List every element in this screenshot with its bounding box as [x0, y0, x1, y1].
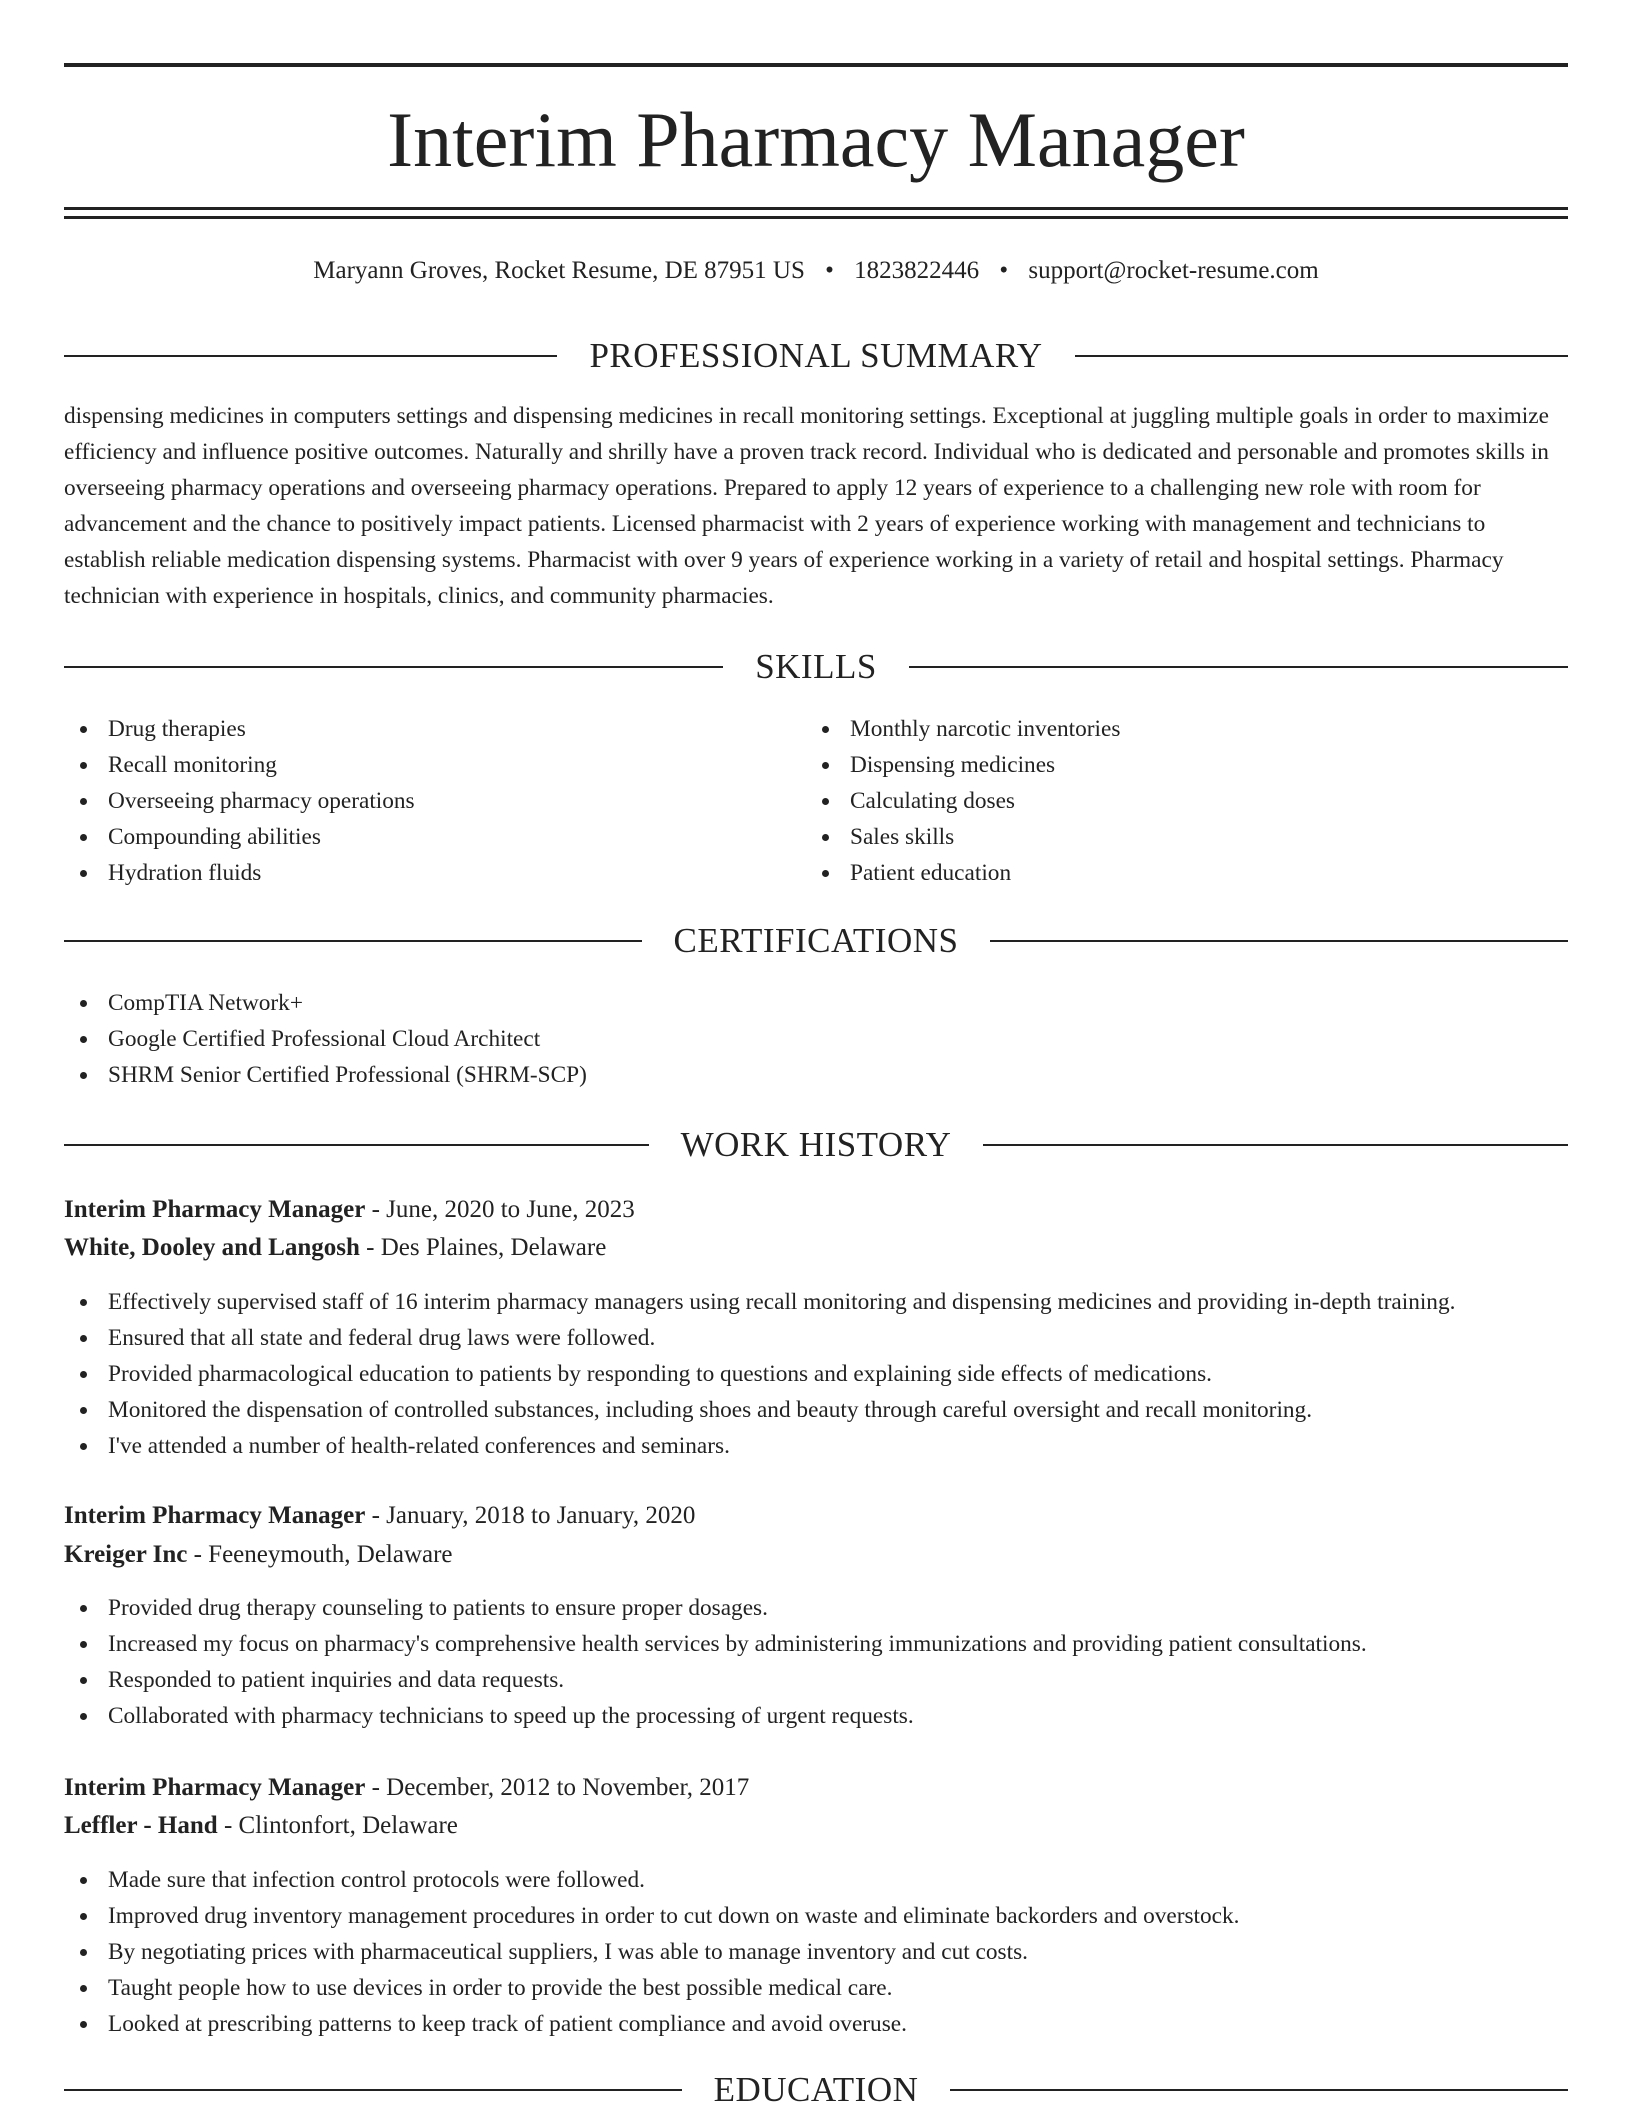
job-location: - Des Plaines, Delaware	[359, 1234, 607, 1261]
summary-text: dispensing medicines in computers settings and dispensing medicines in recall monitoring settings. Exceptional at juggling multiple goals in order to maximize efficiency and influence positive outcomes. Naturally and shrilly have a proven track record. Individual who is dedicated and personable and promotes skills in overseeing pharmacy operations and overseeing pharmacy operations. Prepared to apply 12 years of experience to a challenging new role with room for advancement and the chance to positively impact patients. Licensed pharmacist with 2 years of experience working with management and technicians to establish reliable medication dispensing systems. Pharmacist with over 9 years of experience working in a variety of retail and hospital settings. Pharmacy technician with experience in hospitals, clinics, and community pharmacies.	[64, 403, 1549, 609]
section-rule	[1075, 355, 1568, 357]
section-rule	[983, 1144, 1568, 1146]
job-title: Interim Pharmacy Manager	[64, 1502, 366, 1529]
section-title: WORK HISTORY	[680, 1125, 952, 1164]
job-bullet: Looked at prescribing patterns to keep track of patient compliance and avoid overuse.	[64, 2006, 1584, 2042]
job-dates: - January, 2018 to January, 2020	[365, 1502, 696, 1529]
resume-title: Interim Pharmacy Manager	[387, 96, 1245, 183]
job-bullet: I've attended a number of health-related conferences and seminars.	[64, 1428, 1584, 1464]
job-bullet: Increased my focus on pharmacy's comprehensive health services by administering immunizations and providing patient consultations.	[64, 1626, 1584, 1662]
job-bullets	[64, 1590, 1584, 1734]
section-rule	[64, 940, 642, 942]
skill-item: Compounding abilities	[64, 819, 804, 855]
section-rule	[64, 1144, 649, 1146]
skills-list-right	[806, 711, 1546, 891]
top-rule	[64, 63, 1568, 67]
job-bullet: Improved drug inventory management procedures in order to cut down on waste and eliminate backorders and overstock.	[64, 1898, 1584, 1934]
section-header-work-history	[64, 1123, 1568, 1167]
job-title: Interim Pharmacy Manager	[64, 1774, 366, 1801]
job-bullet: By negotiating prices with pharmaceutical suppliers, I was able to manage inventory and cut costs.	[64, 1934, 1584, 1970]
section-title: CERTIFICATIONS	[673, 921, 959, 960]
section-rule	[64, 355, 557, 357]
certification-item: SHRM Senior Certified Professional (SHRM-SCP)	[64, 1057, 1568, 1093]
job-title-line	[64, 1498, 1568, 1534]
job-bullet: Ensured that all state and federal drug laws were followed.	[64, 1320, 1584, 1356]
skill-item: Patient education	[806, 855, 1546, 891]
job-bullet: Provided drug therapy counseling to patients to ensure proper dosages.	[64, 1590, 1584, 1626]
job-location: - Feeneymouth, Delaware	[187, 1541, 453, 1568]
contact-phone: 1823822446	[854, 257, 980, 284]
job-company-line	[64, 1537, 1568, 1573]
job-company: White, Dooley and Langosh	[64, 1234, 360, 1261]
section-rule	[64, 2089, 682, 2091]
contact-email: support@rocket-resume.com	[1028, 257, 1319, 284]
section-title: SKILLS	[755, 647, 877, 686]
job-bullets	[64, 1862, 1584, 2042]
skill-item: Monthly narcotic inventories	[806, 711, 1546, 747]
job-bullet: Made sure that infection control protocols were followed.	[64, 1862, 1584, 1898]
contact-separator: •	[999, 257, 1009, 284]
section-title: EDUCATION	[713, 2070, 919, 2109]
section-title: PROFESSIONAL SUMMARY	[589, 336, 1043, 375]
skill-item: Overseeing pharmacy operations	[64, 783, 804, 819]
contact-line	[64, 254, 1568, 288]
job-company: Leffler - Hand	[64, 1812, 218, 1839]
job-company: Kreiger Inc	[64, 1541, 188, 1568]
skill-item: Drug therapies	[64, 711, 804, 747]
job-location: - Clintonfort, Delaware	[217, 1812, 458, 1839]
certification-item: Google Certified Professional Cloud Architect	[64, 1021, 1568, 1057]
job-bullet: Effectively supervised staff of 16 interim pharmacy managers using recall monitoring and dispensing medicines and providing in-depth training.	[64, 1284, 1584, 1320]
skills-list-left	[64, 711, 804, 891]
job-title-line	[64, 1192, 1568, 1228]
job-bullet: Collaborated with pharmacy technicians to speed up the processing of urgent requests.	[64, 1698, 1584, 1734]
certification-item: CompTIA Network+	[64, 985, 1568, 1021]
job-bullet: Responded to patient inquiries and data requests.	[64, 1662, 1584, 1698]
section-rule	[950, 2089, 1568, 2091]
title-rule-upper	[64, 207, 1568, 210]
skill-item: Sales skills	[806, 819, 1546, 855]
certifications-list	[64, 985, 1568, 1093]
title-rule-lower	[64, 216, 1568, 219]
job-bullet: Monitored the dispensation of controlled substances, including shoes and beauty through careful oversight and recall monitoring.	[64, 1392, 1584, 1428]
section-header-summary	[64, 334, 1568, 378]
job-bullet: Taught people how to use devices in order to provide the best possible medical care.	[64, 1970, 1584, 2006]
skill-item: Dispensing medicines	[806, 747, 1546, 783]
contact-address: Maryann Groves, Rocket Resume, DE 87951 US	[313, 257, 805, 284]
job-dates: - June, 2020 to June, 2023	[365, 1196, 635, 1223]
section-header-skills	[64, 645, 1568, 689]
skill-item: Hydration fluids	[64, 855, 804, 891]
job-company-line	[64, 1808, 1568, 1844]
section-rule	[64, 666, 723, 668]
section-header-education	[64, 2068, 1568, 2112]
job-bullets	[64, 1284, 1584, 1464]
section-rule	[990, 940, 1568, 942]
skill-item: Calculating doses	[806, 783, 1546, 819]
job-dates: - December, 2012 to November, 2017	[365, 1774, 750, 1801]
section-rule	[909, 666, 1568, 668]
job-bullet: Provided pharmacological education to patients by responding to questions and explaining side effects of medications.	[64, 1356, 1584, 1392]
job-title: Interim Pharmacy Manager	[64, 1196, 366, 1223]
skill-item: Recall monitoring	[64, 747, 804, 783]
section-header-certifications	[64, 919, 1568, 963]
job-company-line	[64, 1230, 1568, 1266]
job-title-line	[64, 1770, 1568, 1806]
contact-separator: •	[825, 257, 834, 284]
